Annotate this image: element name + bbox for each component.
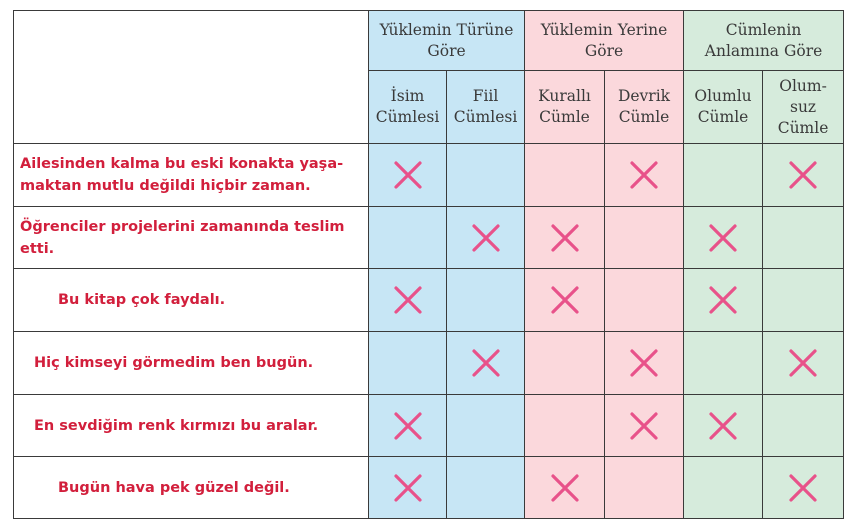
x-mark-icon	[706, 283, 740, 317]
mark-cell-noun[interactable]	[369, 457, 447, 519]
subheader-line: Cümle	[539, 108, 590, 126]
header-line: Yüklemin Türüne	[379, 20, 514, 39]
mark-cell-verb[interactable]	[447, 332, 525, 395]
sentence-text: Bu kitap çok faydalı.	[58, 292, 226, 308]
mark-cell-regular[interactable]	[525, 332, 605, 395]
mark-cell-negative[interactable]	[763, 395, 844, 457]
mark-cell-positive[interactable]	[684, 269, 763, 332]
header-line: Göre	[584, 41, 624, 60]
mark-cell-regular[interactable]	[525, 144, 605, 207]
mark-cell-positive[interactable]	[684, 457, 763, 519]
sentence-text: Hiç kimseyi görmedim ben bugün.	[34, 355, 314, 371]
table-row	[14, 144, 844, 207]
mark-cell-negative[interactable]	[763, 269, 844, 332]
sentence-cell	[14, 207, 369, 269]
x-mark-icon	[627, 158, 661, 192]
mark-cell-inverted[interactable]	[605, 395, 684, 457]
mark-cell-noun[interactable]	[369, 207, 447, 269]
mark-cell-negative[interactable]	[763, 144, 844, 207]
subheader-line: Cümle	[618, 108, 670, 126]
mark-cell-noun[interactable]	[369, 332, 447, 395]
x-mark-icon	[627, 346, 661, 380]
table-row	[14, 457, 844, 519]
mark-cell-positive[interactable]	[684, 207, 763, 269]
subheader-line: Devrik	[617, 87, 671, 105]
header-line: Anlamına Göre	[704, 41, 823, 60]
header-group-predicate-position	[525, 11, 684, 71]
subheader-positive-sentence	[684, 71, 763, 144]
mark-cell-regular[interactable]	[525, 457, 605, 519]
subheader-negative-sentence	[763, 71, 844, 144]
subheader-noun-sentence	[369, 71, 447, 144]
x-mark-icon	[548, 283, 582, 317]
mark-cell-regular[interactable]	[525, 207, 605, 269]
mark-cell-negative[interactable]	[763, 457, 844, 519]
mark-cell-positive[interactable]	[684, 144, 763, 207]
subheader-line: Cümle	[777, 118, 829, 137]
header-line: Yüklemin Yerine	[540, 20, 668, 39]
sentence-cell	[14, 457, 369, 519]
mark-cell-verb[interactable]	[447, 269, 525, 332]
sentence-cell	[14, 395, 369, 457]
mark-cell-regular[interactable]	[525, 395, 605, 457]
subheader-line: Olumlu	[694, 87, 752, 105]
x-mark-icon	[391, 283, 425, 317]
x-mark-icon	[706, 409, 740, 443]
sentence-text: Ailesinden kalma bu eski konakta yaşa-	[20, 156, 344, 172]
sentence-text: maktan mutlu değildi hiçbir zaman.	[20, 178, 311, 194]
subheader-line: Cümlesi	[453, 108, 518, 126]
x-mark-icon	[786, 158, 820, 192]
subheader-line: suz	[789, 97, 817, 116]
subheader-verb-sentence	[447, 71, 525, 144]
sentence-cell	[14, 269, 369, 332]
mark-cell-verb[interactable]	[447, 395, 525, 457]
mark-cell-positive[interactable]	[684, 395, 763, 457]
table-row	[14, 269, 844, 332]
x-mark-icon	[469, 346, 503, 380]
mark-cell-verb[interactable]	[447, 457, 525, 519]
x-mark-icon	[391, 409, 425, 443]
mark-cell-negative[interactable]	[763, 207, 844, 269]
x-mark-icon	[548, 221, 582, 255]
mark-cell-regular[interactable]	[525, 269, 605, 332]
x-mark-icon	[391, 471, 425, 505]
subheader-regular-sentence	[525, 71, 605, 144]
mark-cell-inverted[interactable]	[605, 269, 684, 332]
mark-cell-negative[interactable]	[763, 332, 844, 395]
x-mark-icon	[469, 221, 503, 255]
table-row	[14, 395, 844, 457]
header-group-predicate-type	[369, 11, 525, 71]
mark-cell-inverted[interactable]	[605, 207, 684, 269]
sentence-text: En sevdiğim renk kırmızı bu aralar.	[34, 417, 319, 434]
sentence-cell	[14, 144, 369, 207]
mark-cell-inverted[interactable]	[605, 144, 684, 207]
mark-cell-noun[interactable]	[369, 395, 447, 457]
sentence-text: Öğrenciler projelerini zamanında teslim etti.	[20, 218, 345, 257]
table-row	[14, 207, 844, 269]
sentence-cell	[14, 332, 369, 395]
subheader-line: İsim	[390, 87, 425, 105]
x-mark-icon	[627, 409, 661, 443]
x-mark-icon	[786, 471, 820, 505]
corner-cell	[14, 11, 369, 144]
x-mark-icon	[391, 158, 425, 192]
header-line: Cümlenin	[725, 20, 802, 39]
subheader-inverted-sentence	[605, 71, 684, 144]
table-row	[14, 332, 844, 395]
subheader-line: Fiil	[472, 87, 499, 105]
mark-cell-inverted[interactable]	[605, 332, 684, 395]
sentence-classification-table	[13, 10, 844, 519]
mark-cell-noun[interactable]	[369, 269, 447, 332]
x-mark-icon	[548, 471, 582, 505]
x-mark-icon	[786, 346, 820, 380]
mark-cell-inverted[interactable]	[605, 457, 684, 519]
mark-cell-verb[interactable]	[447, 144, 525, 207]
subheader-line: Olum-	[779, 76, 827, 95]
subheader-line: Cümlesi	[375, 108, 440, 126]
header-line: Göre	[427, 41, 466, 60]
sentence-text: Bugün hava pek güzel değil.	[58, 479, 290, 496]
mark-cell-verb[interactable]	[447, 207, 525, 269]
mark-cell-noun[interactable]	[369, 144, 447, 207]
subheader-line: Kurallı	[538, 87, 591, 105]
subheader-line: Cümle	[697, 108, 749, 126]
mark-cell-positive[interactable]	[684, 332, 763, 395]
x-mark-icon	[706, 221, 740, 255]
header-group-meaning	[684, 11, 844, 71]
